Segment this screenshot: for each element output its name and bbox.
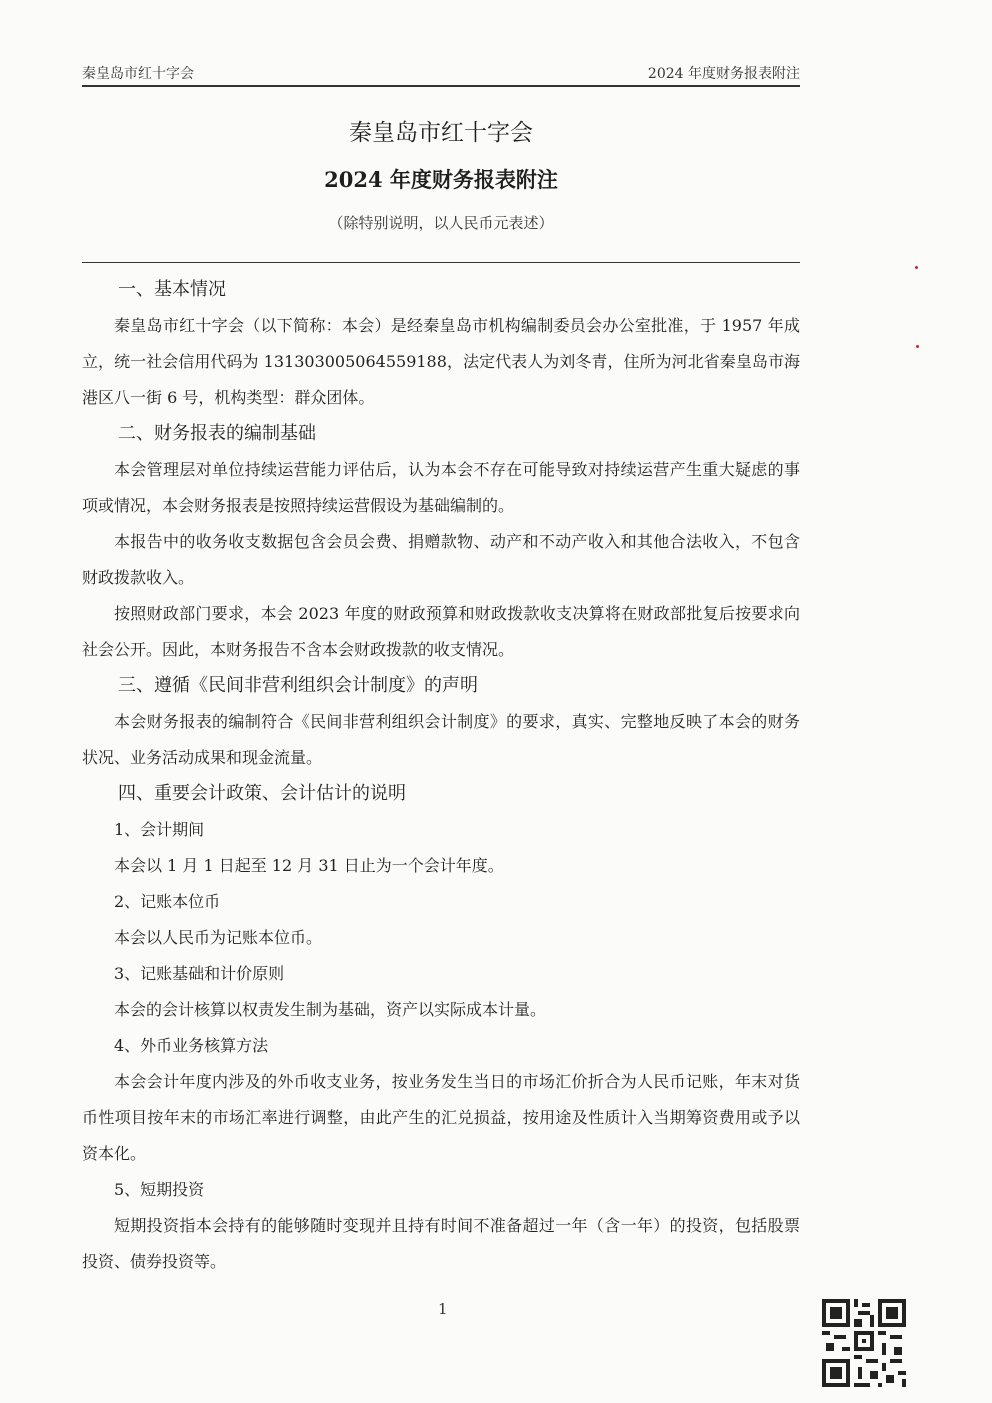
subsection-heading: 1、会计期间 [114, 820, 205, 839]
title-rule [82, 262, 800, 263]
doc-org-title: 秦皇岛市红十字会 [349, 120, 533, 146]
header-rule [82, 85, 800, 87]
qr-code [822, 1299, 906, 1387]
paragraph: 本会财务报表的编制符合《民间非营利组织会计制度》的要求，真实、完整地反映了本会的财务状况、业务活动成果和现金流量。 [82, 712, 800, 767]
paragraph: 按照财政部门要求，本会 2023 年度的财政预算和财政拨款收支决算将在财政部批复后按要求向社会公开。因此，本财务报告不含本会财政拨款的收支情况。 [82, 604, 800, 659]
doc-report-title: 2024 年度财务报表附注 [324, 167, 558, 192]
paragraph: 本会以 1 月 1 日起至 12 月 31 日止为一个会计年度。 [114, 856, 504, 875]
paragraph: 本会的会计核算以权责发生制为基础，资产以实际成本计量。 [114, 1000, 547, 1019]
header-org: 秦皇岛市红十字会 [82, 66, 194, 82]
section-heading: 一、基本情况 [118, 279, 226, 300]
subsection-heading: 4、外币业务核算方法 [114, 1036, 269, 1055]
subsection-heading: 3、记账基础和计价原则 [114, 964, 285, 983]
paragraph: 本会会计年度内涉及的外币收支业务，按业务发生当日的市场汇价折合为人民币记账，年末对货币性项目按年末的市场汇率进行调整，由此产生的汇兑损益，按用途及性质计入当期筹资费用或予以资本化。 [82, 1072, 800, 1163]
scan-speck [916, 345, 919, 348]
paragraph: 短期投资指本会持有的能够随时变现并且持有时间不准备超过一年（含一年）的投资，包括股票投资、债券投资等。 [82, 1216, 800, 1271]
section-heading: 三、遵循《民间非营利组织会计制度》的声明 [118, 675, 478, 696]
document-body [82, 272, 800, 1280]
scan-speck [915, 266, 918, 269]
paragraph: 本会以人民币为记账本位币。 [114, 928, 323, 947]
subsection-heading: 5、短期投资 [114, 1180, 205, 1199]
page-number: 1 [438, 1300, 448, 1318]
paragraph: 本会管理层对单位持续运营能力评估后，认为本会不存在可能导致对持续运营产生重大疑虑的事项或情况，本会财务报表是按照持续运营假设为基础编制的。 [82, 460, 800, 515]
doc-currency-note: （除特别说明，以人民币元表述） [328, 214, 554, 232]
section-heading: 二、财务报表的编制基础 [118, 423, 316, 444]
section-heading: 四、重要会计政策、会计估计的说明 [118, 783, 406, 804]
paragraph: 本报告中的收务收支数据包含会员会费、捐赠款物、动产和不动产收入和其他合法收入，不包含财政拨款收入。 [82, 532, 800, 587]
paragraph: 秦皇岛市红十字会（以下简称：本会）是经秦皇岛市机构编制委员会办公室批准，于 1957 年成立，统一社会信用代码为 131303005064559188，法定代表人为刘冬青，住所为河北省秦皇岛市海港区八一街 6 号，机构类型：群众团体。 [82, 316, 800, 407]
header-report-title: 2024 年度财务报表附注 [647, 66, 800, 82]
subsection-heading: 2、记账本位币 [114, 892, 221, 911]
